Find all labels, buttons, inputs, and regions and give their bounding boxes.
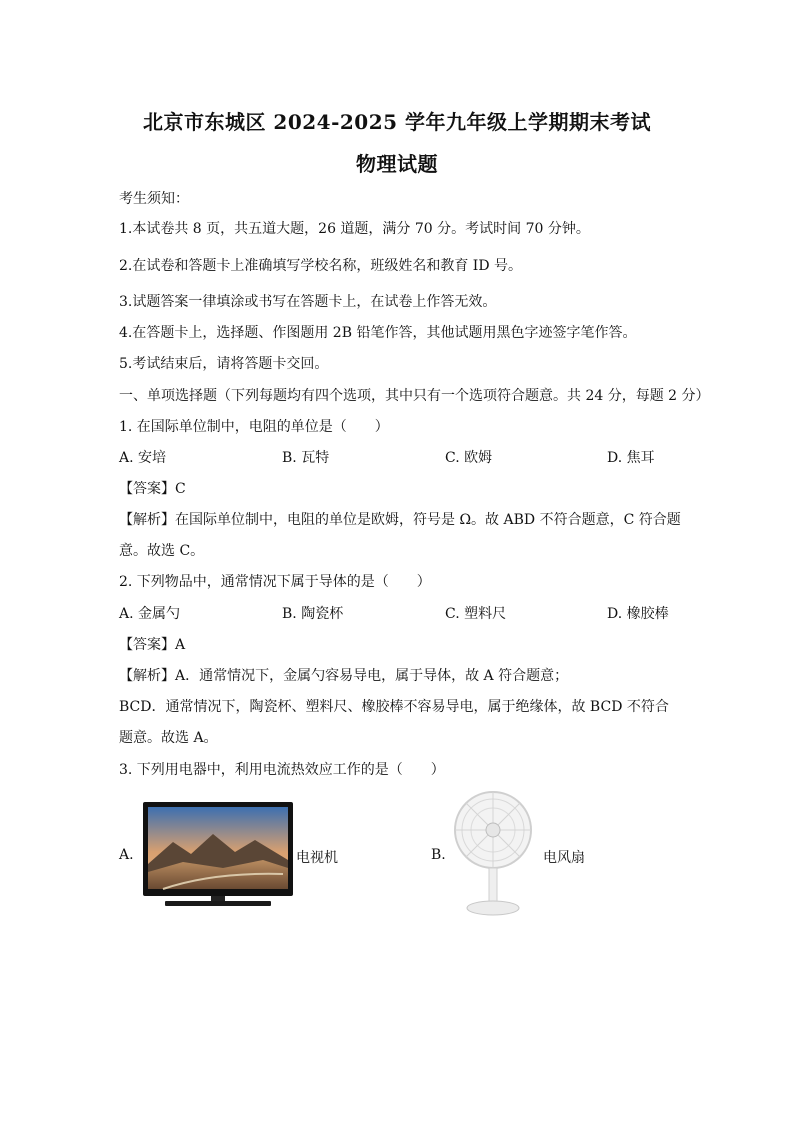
q1-answer: 【答案】C — [119, 481, 186, 497]
q1-option-c: C. 欧姆 — [445, 450, 493, 466]
q1-option-d: D. 焦耳 — [607, 450, 655, 466]
television-image — [143, 802, 293, 908]
q3-option-b-letter: B. — [431, 847, 446, 863]
exam-title: 北京市东城区 2024-2025 学年九年级上学期期末考试 — [142, 110, 652, 134]
q1-analysis-line: 意。故选 C。 — [119, 543, 205, 559]
q2-analysis-line: 题意。故选 A。 — [119, 730, 218, 746]
exam-subtitle: 物理试题 — [356, 152, 438, 176]
q2-analysis-line: 【解析】A．通常情况下，金属勺容易导电，属于导体，故 A 符合题意； — [119, 668, 569, 684]
section-heading: 一、单项选择题（下列每题均有四个选项，其中只有一个选项符合题意。共 24 分，每题 2 分） — [119, 388, 710, 404]
q2-option-c: C. 塑料尺 — [445, 606, 507, 622]
question-2-stem: 2. 下列物品中，通常情况下属于导体的是（ ） — [119, 574, 431, 590]
q3-option-a-letter: A. — [119, 847, 134, 863]
notice-heading: 考生须知： — [119, 191, 189, 207]
q1-option-a: A. 安培 — [119, 450, 167, 466]
electric-fan-image — [452, 790, 534, 918]
notice-item: 4.在答题卡上，选择题、作图题用 2B 铅笔作答，其他试题用黑色字迹签字笔作答。 — [119, 325, 637, 341]
q2-answer: 【答案】A — [119, 637, 186, 653]
notice-item: 1.本试卷共 8 页，共五道大题，26 道题，满分 70 分。考试时间 70 分钟。 — [119, 221, 590, 237]
q2-analysis-line: BCD．通常情况下，陶瓷杯、塑料尺、橡胶棒不容易导电，属于绝缘体，故 BCD 不符合 — [119, 699, 669, 715]
notice-item: 5.考试结束后，请将答题卡交回。 — [119, 356, 329, 372]
question-1-stem: 1. 在国际单位制中，电阻的单位是（ ） — [119, 419, 389, 435]
q2-option-d: D. 橡胶棒 — [607, 606, 669, 622]
q2-option-b: B. 陶瓷杯 — [282, 606, 344, 622]
notice-item: 2.在试卷和答题卡上准确填写学校名称，班级姓名和教育 ID 号。 — [119, 258, 523, 274]
q2-option-a: A. 金属勺 — [119, 606, 181, 622]
q1-analysis-line: 【解析】在国际单位制中，电阻的单位是欧姆，符号是 Ω。故 ABD 不符合题意，C 符合题 — [119, 512, 681, 528]
q3-option-a-label: 电视机 — [296, 850, 338, 866]
q3-option-b-label: 电风扇 — [543, 850, 585, 866]
q1-option-b: B. 瓦特 — [282, 450, 330, 466]
question-3-stem: 3. 下列用电器中，利用电流热效应工作的是（ ） — [119, 762, 445, 778]
notice-item: 3.试题答案一律填涂或书写在答题卡上，在试卷上作答无效。 — [119, 294, 497, 310]
